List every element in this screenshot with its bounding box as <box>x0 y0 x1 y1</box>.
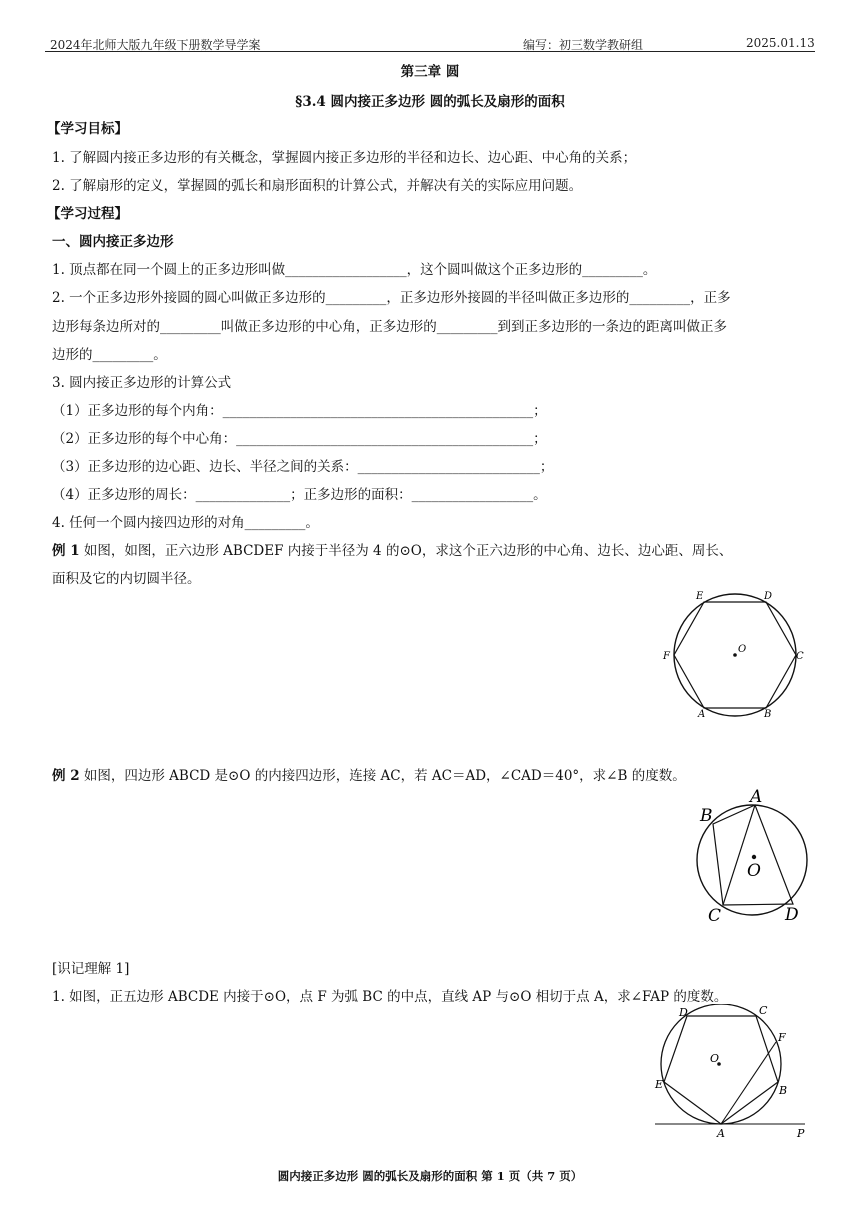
label-a: A <box>698 709 706 720</box>
question-3-item-2: （2）正多边形的每个中心角：____________________________________________； <box>52 431 547 447</box>
label-c: C <box>796 651 804 662</box>
label-f: F <box>663 651 670 662</box>
goal-item-2: 2. 了解扇形的定义，掌握圆的弧长和扇形面积的计算公式，并解决有关的实际应用问题。 <box>52 178 583 194</box>
label-b: B <box>700 806 713 826</box>
question-3-item-1: （1）正多边形的每个内角：______________________________________________； <box>52 403 547 419</box>
quadrilateral-figure <box>690 780 815 930</box>
label-b: B <box>764 709 772 720</box>
label-e: E <box>696 591 704 602</box>
chapter-title: 第三章 圆 <box>400 64 460 80</box>
pentagon-figure <box>650 1004 812 1144</box>
label-a: A <box>750 787 763 807</box>
center-point <box>752 855 756 859</box>
process-heading: 【学习过程】 <box>47 206 128 222</box>
question-3-item-4: （4）正多边形的周长：______________；正多边形的面积：__________________。 <box>52 487 547 503</box>
section-title: §3.4 圆内接正多边形 圆的弧长及扇形的面积 <box>295 94 565 110</box>
example-2-text: 如图，四边形 ABCD 是⊙O 的内接四边形，连接 AC，若 AC＝AD，∠CAD＝40°，求∠B 的度数。 <box>83 768 686 784</box>
question-3-item-3: （3）正多边形的边心距、边长、半径之间的关系：___________________________； <box>52 459 554 475</box>
goal-item-1: 1. 了解圆内接正多边形的有关概念，掌握圆内接正多边形的半径和边长、边心距、中心角的关系； <box>52 150 637 166</box>
segment-af <box>721 1042 776 1124</box>
header-date: 2025.01.13 <box>746 36 815 50</box>
label-c: C <box>759 1004 768 1017</box>
goals-heading: 【学习目标】 <box>47 121 128 137</box>
header-middle: 编写：初三数学教研组 <box>523 38 644 52</box>
header-rule <box>45 51 815 52</box>
quadrilateral-abcd <box>713 805 793 905</box>
example-1-label: 例 1 <box>52 543 80 559</box>
label-b: B <box>779 1084 788 1097</box>
example-2-label: 例 2 <box>52 768 80 784</box>
label-o: O <box>738 644 747 655</box>
label-d: D <box>764 591 773 602</box>
question-3-title: 3. 圆内接正多边形的计算公式 <box>52 375 232 391</box>
part1-heading: 一、圆内接正多边形 <box>52 234 174 250</box>
label-o: O <box>747 861 761 881</box>
example-1-text: 如图，如图，正六边形 ABCDEF 内接于半径为 4 的⊙O，求这个正六边形的中心角、边长、边心距、周长、 <box>83 543 733 559</box>
center-point <box>733 653 737 657</box>
label-p: P <box>797 1127 805 1140</box>
practice-question-1: 1. 如图，正五边形 ABCDE 内接于⊙O，点 F 为弧 BC 的中点，直线 AP 与⊙O 相切于点 A，求∠FAP 的度数。 <box>52 989 728 1005</box>
hexagon-figure <box>660 588 810 723</box>
segment-ac <box>723 805 755 905</box>
label-d: D <box>785 905 799 925</box>
label-o: O <box>710 1052 720 1065</box>
circle-o <box>661 1004 781 1124</box>
question-2-line-3: 边形的_________。 <box>52 347 167 363</box>
pentagon-abcde <box>664 1016 778 1124</box>
example-1-line-1 <box>52 539 810 559</box>
label-f: F <box>778 1031 786 1044</box>
practice-heading: [识记理解 1] <box>52 961 130 977</box>
label-d: D <box>679 1006 688 1019</box>
header-left: 2024年北师大版九年级下册数学导学案 <box>50 38 261 52</box>
page-footer: 圆内接正多边形 圆的弧长及扇形的面积 第 1 页（共 7 页） <box>277 1169 583 1183</box>
question-2-line-1: 2. 一个正多边形外接圆的圆心叫做正多边形的_________，正多边形外接圆的半径叫做正多边形的_________，正多 <box>52 290 731 306</box>
label-a: A <box>717 1127 725 1140</box>
question-4: 4. 任何一个圆内接四边形的对角_________。 <box>52 515 319 531</box>
question-2-line-2: 边形每条边所对的_________叫做正多边形的中心角，正多边形的_________到到正多边形的一条边的距离叫做正多 <box>52 319 727 335</box>
label-e: E <box>655 1078 664 1091</box>
label-c: C <box>708 906 722 926</box>
example-1-line-2: 面积及它的内切圆半径。 <box>52 571 201 587</box>
question-1: 1. 顶点都在同一个圆上的正多边形叫做__________________，这个圆叫做这个正多边形的_________。 <box>52 262 657 278</box>
